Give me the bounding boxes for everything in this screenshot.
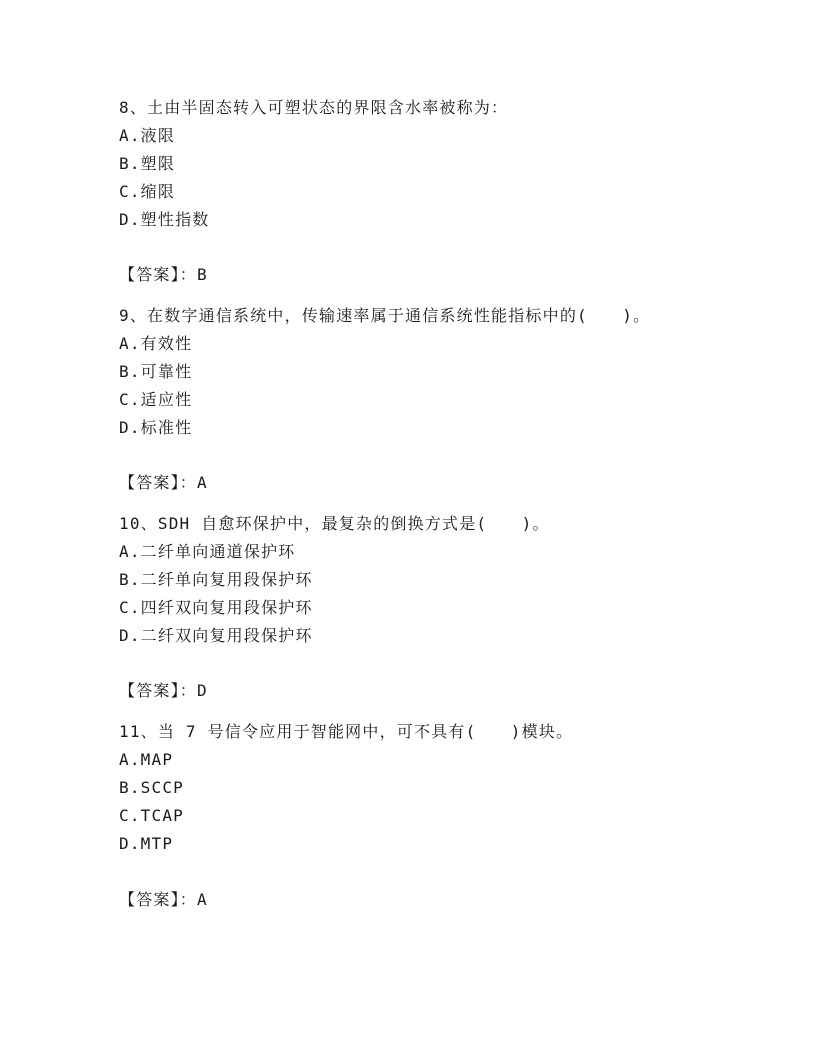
question-8-option-c: C.缩限 — [119, 182, 176, 201]
question-11-answer: 【答案】：A — [119, 890, 208, 909]
question-10-option-a: A.二纤单向通道保护环 — [119, 542, 296, 561]
question-10-option-b: B.二纤单向复用段保护环 — [119, 570, 313, 589]
question-9-option-d: D.标准性 — [119, 418, 193, 437]
question-11-option-b: B.SCCP — [119, 778, 184, 797]
question-9-option-c: C.适应性 — [119, 390, 193, 409]
question-9-option-a: A.有效性 — [119, 334, 193, 353]
question-10-stem: 10、SDH 自愈环保护中，最复杂的倒换方式是( )。 — [119, 514, 550, 533]
question-11-option-a: A.MAP — [119, 750, 174, 769]
question-8-option-b: B.塑限 — [119, 154, 176, 173]
question-11-option-c: C.TCAP — [119, 806, 184, 825]
question-8-answer: 【答案】：B — [119, 265, 208, 284]
question-8-option-d: D.塑性指数 — [119, 210, 210, 229]
question-10-option-c: C.四纤双向复用段保护环 — [119, 598, 313, 617]
question-11-option-d: D.MTP — [119, 834, 174, 853]
question-10-option-d: D.二纤双向复用段保护环 — [119, 626, 313, 645]
question-10-answer: 【答案】：D — [119, 681, 208, 700]
question-9-answer: 【答案】：A — [119, 473, 208, 492]
question-9-stem: 9、在数字通信系统中，传输速率属于通信系统性能指标中的( )。 — [119, 306, 651, 325]
question-8-stem: 8、土由半固态转入可塑状态的界限含水率被称为： — [119, 98, 509, 117]
question-8-option-a: A.液限 — [119, 126, 176, 145]
question-9-option-b: B.可靠性 — [119, 362, 193, 381]
question-11-stem: 11、当 7 号信令应用于智能网中，可不具有( )模块。 — [119, 722, 574, 741]
